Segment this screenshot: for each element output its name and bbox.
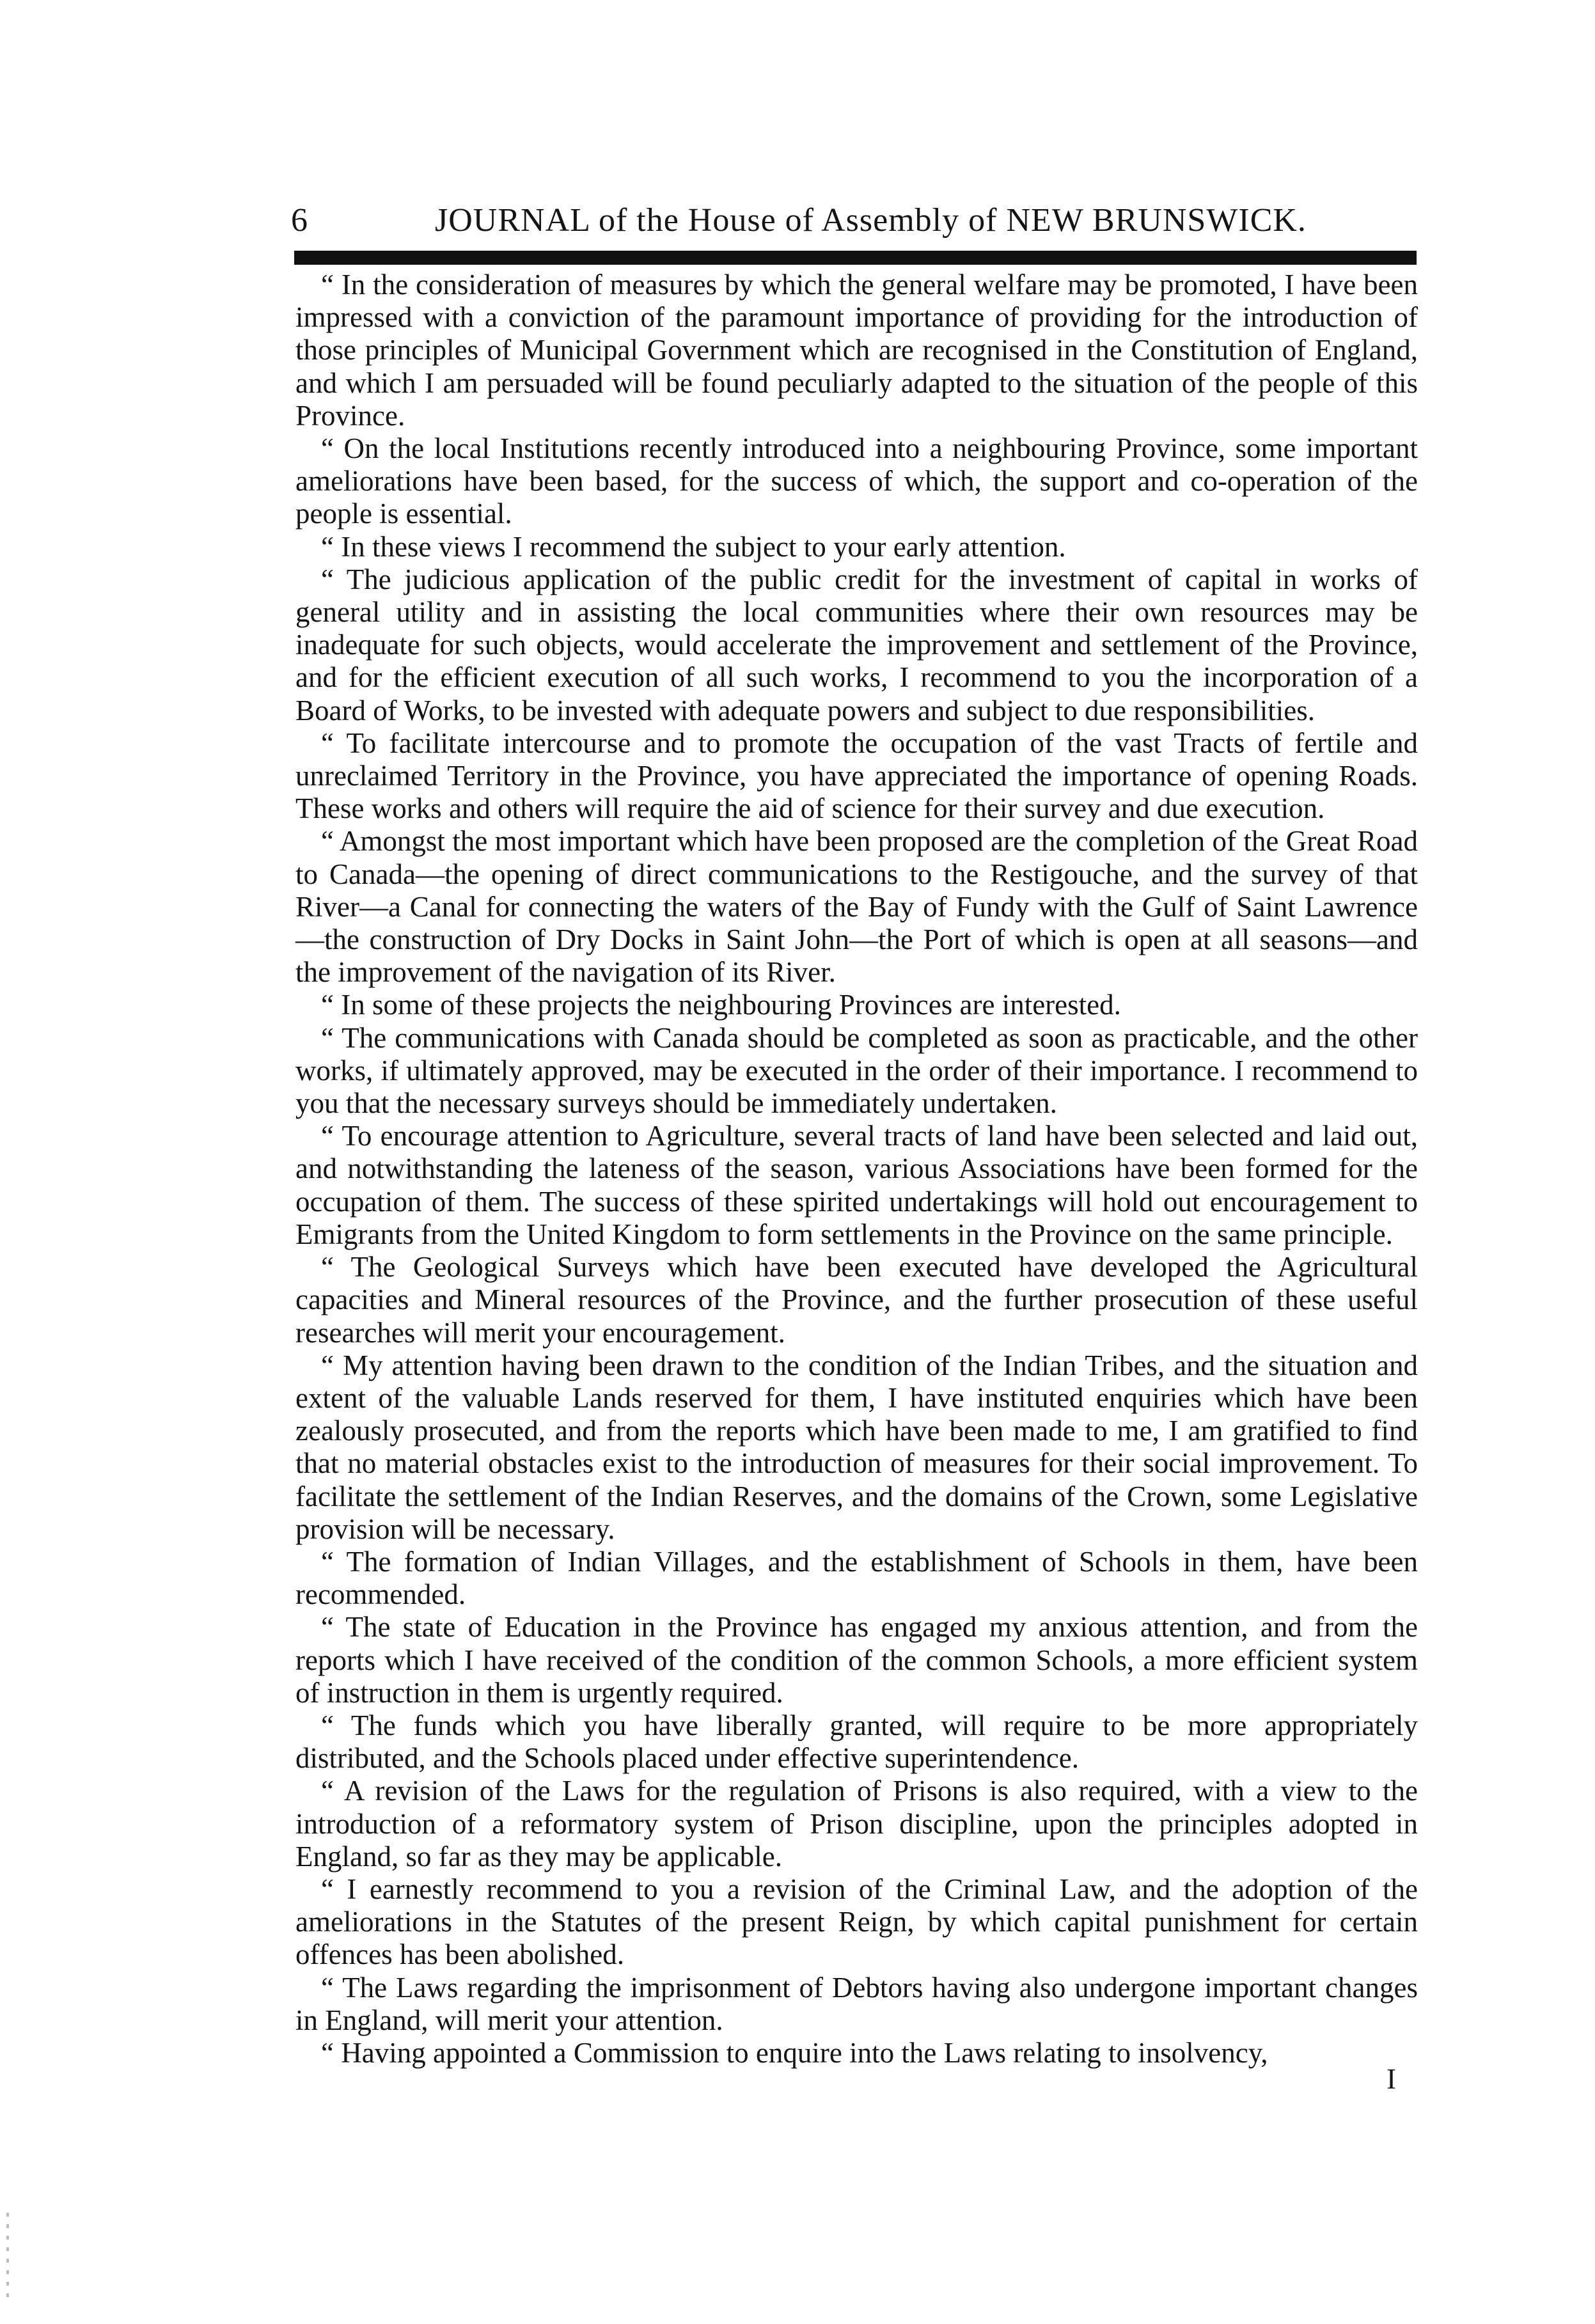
paragraph: “ Having appointed a Commission to enquire into the Laws relating to insolvency,: [321, 2036, 1268, 2069]
paragraph: “ The judicious application of the public credit for the investment of capital in works of general utility and in assisting the local communities where their own resources may be inadequate for such objects, would accelerate the improvement and settlement of the Province, and for the efficient execution of all such works, I recommend to you the incorporation of a Board of Works, to be invested with adequate powers and subject to due responsibilities.: [295, 563, 1418, 726]
paragraph: “ In these views I recommend the subject to your early attention.: [321, 530, 1066, 563]
paragraph: “ The Geological Surveys which have been executed have developed the Agricultural capacities and Mineral resources of the Province, and the further prosecution of these useful researches will merit your encouragement.: [295, 1251, 1418, 1349]
paragraph: “ I earnestly recommend to you a revision of the Criminal Law, and the adoption of the ameliorations in the Statutes of the present Reign, by which capital punishment for certain offences has been abolished.: [295, 1873, 1418, 1971]
page-number: 6: [291, 202, 308, 239]
paragraph: “ The Laws regarding the imprisonment of Debtors having also undergone important changes in England, will merit your attention.: [295, 1971, 1418, 2036]
catchword: I: [1387, 2063, 1396, 2095]
paragraph: “ The formation of Indian Villages, and the establishment of Schools in them, have been recommended.: [295, 1545, 1418, 1611]
paragraph: “ The state of Education in the Province has engaged my anxious attention, and from the reports which I have received of the condition of the common Schools, a more efficient system of instruction in them is urgently required.: [295, 1611, 1418, 1709]
paragraph: “ In the consideration of measures by which the general welfare may be promoted, I have been impressed with a conviction of the paramount importance of providing for the introduction of those principles of Municipal Government which are recognised in the Constitution of England, and which I am persuaded will be found peculiarly adapted to the situation of the people of this Province.: [295, 269, 1418, 432]
paragraph: “ On the local Institutions recently introduced into a neighbouring Province, some important ameliorations have been based, for the success of which, the support and co-operation of the people is essential.: [295, 432, 1418, 530]
paragraph: “ To facilitate intercourse and to promote the occupation of the vast Tracts of fertile and unreclaimed Territory in the Province, you have appreciated the importance of opening Roads. These works and others will require the aid of science for their survey and due execution.: [295, 726, 1418, 825]
page-header: [291, 195, 1417, 246]
paragraph: “ My attention having been drawn to the condition of the Indian Tribes, and the situation and extent of the valuable Lands reserved for them, I have instituted enquiries which have been zealously prosecuted, and from the reports which have been made to me, I am gratified to find that no material obstacles exist to the introduction of measures for their social improvement. To facilitate the settlement of the Indian Reserves, and the domains of the Crown, some Legislative provision will be necessary.: [295, 1349, 1418, 1545]
paragraph: “ A revision of the Laws for the regulation of Prisons is also required, with a view to the introduction of a reformatory system of Prison discipline, upon the principles adopted in England, so far as they may be applicable.: [295, 1775, 1418, 1873]
paragraph: “ The communications with Canada should be completed as soon as practicable, and the other works, if ultimately approved, may be executed in the order of their importance. I recommend to you that the necessary surveys should be immediately undertaken.: [295, 1021, 1418, 1120]
paragraph: “ Amongst the most important which have been proposed are the completion of the Great Road to Canada—the opening of direct communications to the Restigouche, and the survey of that River—a Canal for connecting the waters of the Bay of Fundy with the Gulf of Saint Lawrence—the construction of Dry Docks in Saint John—the Port of which is open at all seasons—and the improvement of the navigation of its River.: [295, 825, 1418, 989]
paragraph: “ In some of these projects the neighbouring Provinces are interested.: [321, 989, 1121, 1021]
fold-mark: [6, 2213, 9, 2302]
paragraph: “ The funds which you have liberally granted, will require to be more appropriately distributed, and the Schools placed under effective superintendence.: [295, 1709, 1418, 1775]
running-title: JOURNAL of the House of Assembly of NEW BRUNSWICK.: [435, 202, 1307, 239]
speech-text: [295, 269, 1418, 2069]
header-rule: [294, 251, 1417, 265]
paragraph: “ To encourage attention to Agriculture, several tracts of land have been selected and laid out, and notwithstanding the lateness of the season, various Associations have been formed for the occupation of them. The success of these spirited undertakings will hold out encouragement to Emigrants from the United Kingdom to form settlements in the Province on the same principle.: [295, 1120, 1418, 1250]
